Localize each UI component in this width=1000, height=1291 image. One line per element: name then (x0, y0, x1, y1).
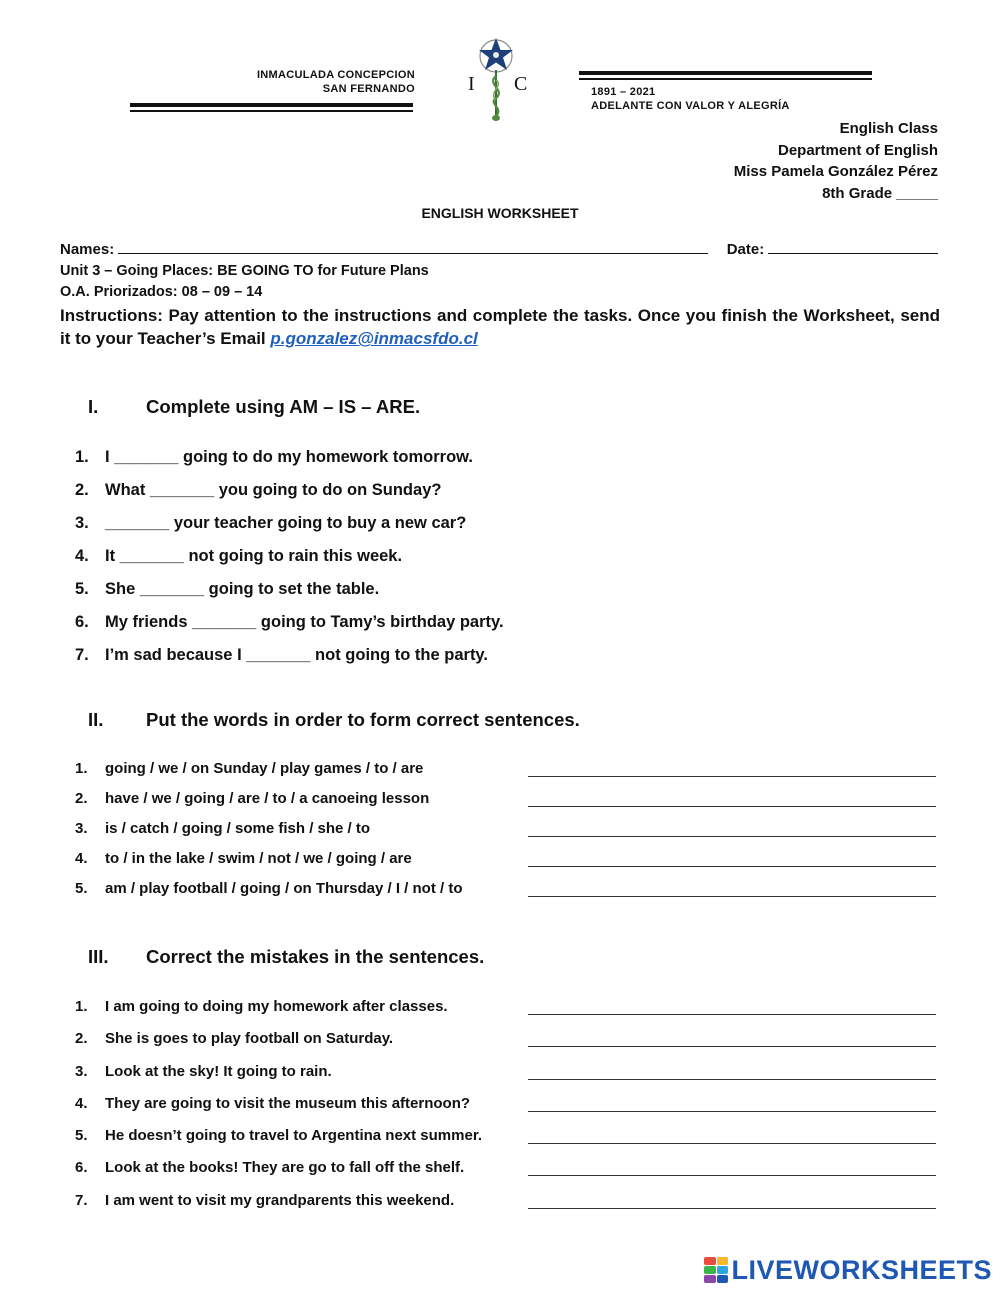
item-number: 5. (75, 580, 89, 598)
section-1-title: Complete using AM – IS – ARE. (146, 396, 421, 417)
years: 1891 – 2021 (591, 86, 656, 98)
item-number: 7. (75, 646, 89, 664)
section-1-numeral: I. (88, 396, 99, 417)
list-item (70, 580, 950, 613)
school-name (200, 68, 415, 96)
item-number: 4. (75, 850, 88, 867)
date-input[interactable] (768, 241, 938, 254)
list-item (70, 820, 950, 850)
header-rule-right (579, 71, 872, 75)
list-item (70, 514, 950, 547)
instructions-text: Instructions: Pay attention to the instructions and complete the tasks. Once you finish the Worksheet, send it to your Teacher’s Email (60, 306, 940, 348)
item-text: is / catch / going / some fish / she / to (105, 820, 371, 837)
list-item (70, 646, 950, 679)
item-number: 2. (75, 790, 88, 807)
list-item (70, 613, 950, 646)
item-text[interactable]: I _______ going to do my homework tomorrow. (105, 448, 473, 466)
item-number: 1. (75, 760, 88, 777)
section-1-list (70, 448, 950, 679)
section-3-title: Correct the mistakes in the sentences. (146, 946, 485, 967)
header-rule-right-thin (579, 78, 872, 80)
teacher-name: Miss Pamela González Pérez (733, 163, 938, 180)
item-text: I am went to visit my grandparents this weekend. (105, 1191, 455, 1209)
list-item (70, 481, 950, 514)
item-text[interactable]: She _______ going to set the table. (105, 580, 380, 598)
section-2-numeral: II. (88, 709, 104, 730)
answer-line[interactable] (528, 1208, 936, 1209)
item-number: 4. (75, 547, 89, 565)
list-item (70, 760, 950, 790)
item-number: 6. (75, 1159, 88, 1177)
logo-letter-i: I (468, 73, 475, 95)
list-item (70, 1127, 950, 1159)
liveworksheets-logo-icon (704, 1257, 728, 1283)
section-3-numeral: III. (88, 946, 109, 967)
list-item (70, 1030, 950, 1062)
worksheet-title: ENGLISH WORKSHEET (421, 205, 579, 221)
item-text: They are going to visit the museum this afternoon? (105, 1094, 471, 1112)
item-text: have / we / going / are / to / a canoeing lesson (105, 790, 430, 807)
item-text[interactable]: What _______ you going to do on Sunday? (105, 481, 442, 499)
list-item (70, 1095, 950, 1127)
answer-line[interactable] (528, 866, 936, 867)
unit-title: Unit 3 – Going Places: BE GOING TO for Future Plans (60, 263, 429, 279)
item-number: 1. (75, 448, 89, 466)
header-rule-left (130, 103, 413, 107)
item-number: 2. (75, 1030, 88, 1048)
item-number: 5. (75, 880, 88, 897)
item-number: 2. (75, 481, 89, 499)
grade-field[interactable]: 8th Grade _____ (822, 184, 938, 202)
list-item (70, 850, 950, 880)
oa-priorizados: O.A. Priorizados: 08 – 09 – 14 (60, 284, 263, 300)
school-name-line2: SAN FERNANDO (322, 83, 415, 95)
names-date-row (60, 241, 940, 258)
answer-line[interactable] (528, 1175, 936, 1176)
list-item (70, 880, 950, 910)
answer-line[interactable] (528, 896, 936, 897)
item-number: 3. (75, 820, 88, 837)
names-input[interactable] (118, 241, 708, 254)
item-text[interactable]: It _______ not going to rain this week. (105, 547, 403, 565)
list-item (70, 790, 950, 820)
item-text[interactable]: _______ your teacher going to buy a new car? (105, 514, 467, 532)
item-text: am / play football / going / on Thursday / I / not / to (105, 880, 463, 897)
answer-line[interactable] (528, 1014, 936, 1015)
item-number: 3. (75, 514, 89, 532)
answer-line[interactable] (528, 776, 936, 777)
answer-line[interactable] (528, 1079, 936, 1080)
section-2-list (70, 760, 950, 910)
section-1-heading (88, 396, 420, 418)
logo-letter-c: C (514, 73, 528, 95)
list-item (70, 448, 950, 481)
class-name: English Class (839, 120, 938, 137)
list-item (70, 547, 950, 580)
class-info (734, 118, 938, 204)
instructions (60, 304, 940, 350)
item-text: to / in the lake / swim / not / we / going / are (105, 850, 412, 867)
item-text: I am going to doing my homework after classes. (105, 998, 448, 1015)
item-number: 4. (75, 1094, 88, 1112)
motto-block (591, 85, 790, 113)
item-number: 5. (75, 1127, 88, 1145)
item-text: Look at the sky! It going to rain. (105, 1062, 332, 1080)
item-number: 6. (75, 613, 89, 631)
names-label: Names: (60, 241, 115, 258)
school-name-line1: INMACULADA CONCEPCION (256, 69, 415, 81)
item-text: She is goes to play football on Saturday. (105, 1030, 394, 1048)
answer-line[interactable] (528, 1111, 936, 1112)
section-3-heading (88, 946, 484, 968)
item-text: going / we / on Sunday / play games / to / are (105, 760, 424, 777)
liveworksheets-wordmark: LIVEWORKSHEETS (731, 1254, 992, 1285)
department-name: Department of English (777, 141, 938, 159)
motto: ADELANTE CON VALOR Y ALEGRÍA (591, 100, 790, 112)
answer-line[interactable] (528, 1143, 936, 1144)
list-item (70, 1192, 950, 1224)
list-item (70, 998, 950, 1030)
date-label: Date: (726, 241, 765, 258)
school-logo (462, 36, 534, 124)
item-text[interactable]: I’m sad because I _______ not going to the party. (105, 646, 488, 664)
answer-line[interactable] (528, 1046, 936, 1047)
item-number: 1. (75, 998, 88, 1015)
list-item (70, 1159, 950, 1191)
list-item (70, 1063, 950, 1095)
liveworksheets-brand[interactable] (704, 1254, 992, 1286)
item-text: Look at the books! They are go to fall off the shelf. (105, 1159, 465, 1177)
item-text: He doesn’t going to travel to Argentina next summer. (105, 1127, 482, 1145)
answer-line[interactable] (528, 836, 936, 837)
item-number: 3. (75, 1062, 88, 1080)
answer-line[interactable] (528, 806, 936, 807)
header-rule-left-thin (130, 110, 413, 112)
item-number: 7. (75, 1191, 88, 1209)
section-3-list (70, 998, 950, 1224)
section-2-heading (88, 709, 580, 731)
teacher-email-link[interactable]: p.gonzalez@inmacsfdo.cl (270, 329, 478, 348)
section-2-title: Put the words in order to form correct sentences. (146, 709, 580, 730)
item-text[interactable]: My friends _______ going to Tamy’s birthday party. (105, 613, 504, 631)
